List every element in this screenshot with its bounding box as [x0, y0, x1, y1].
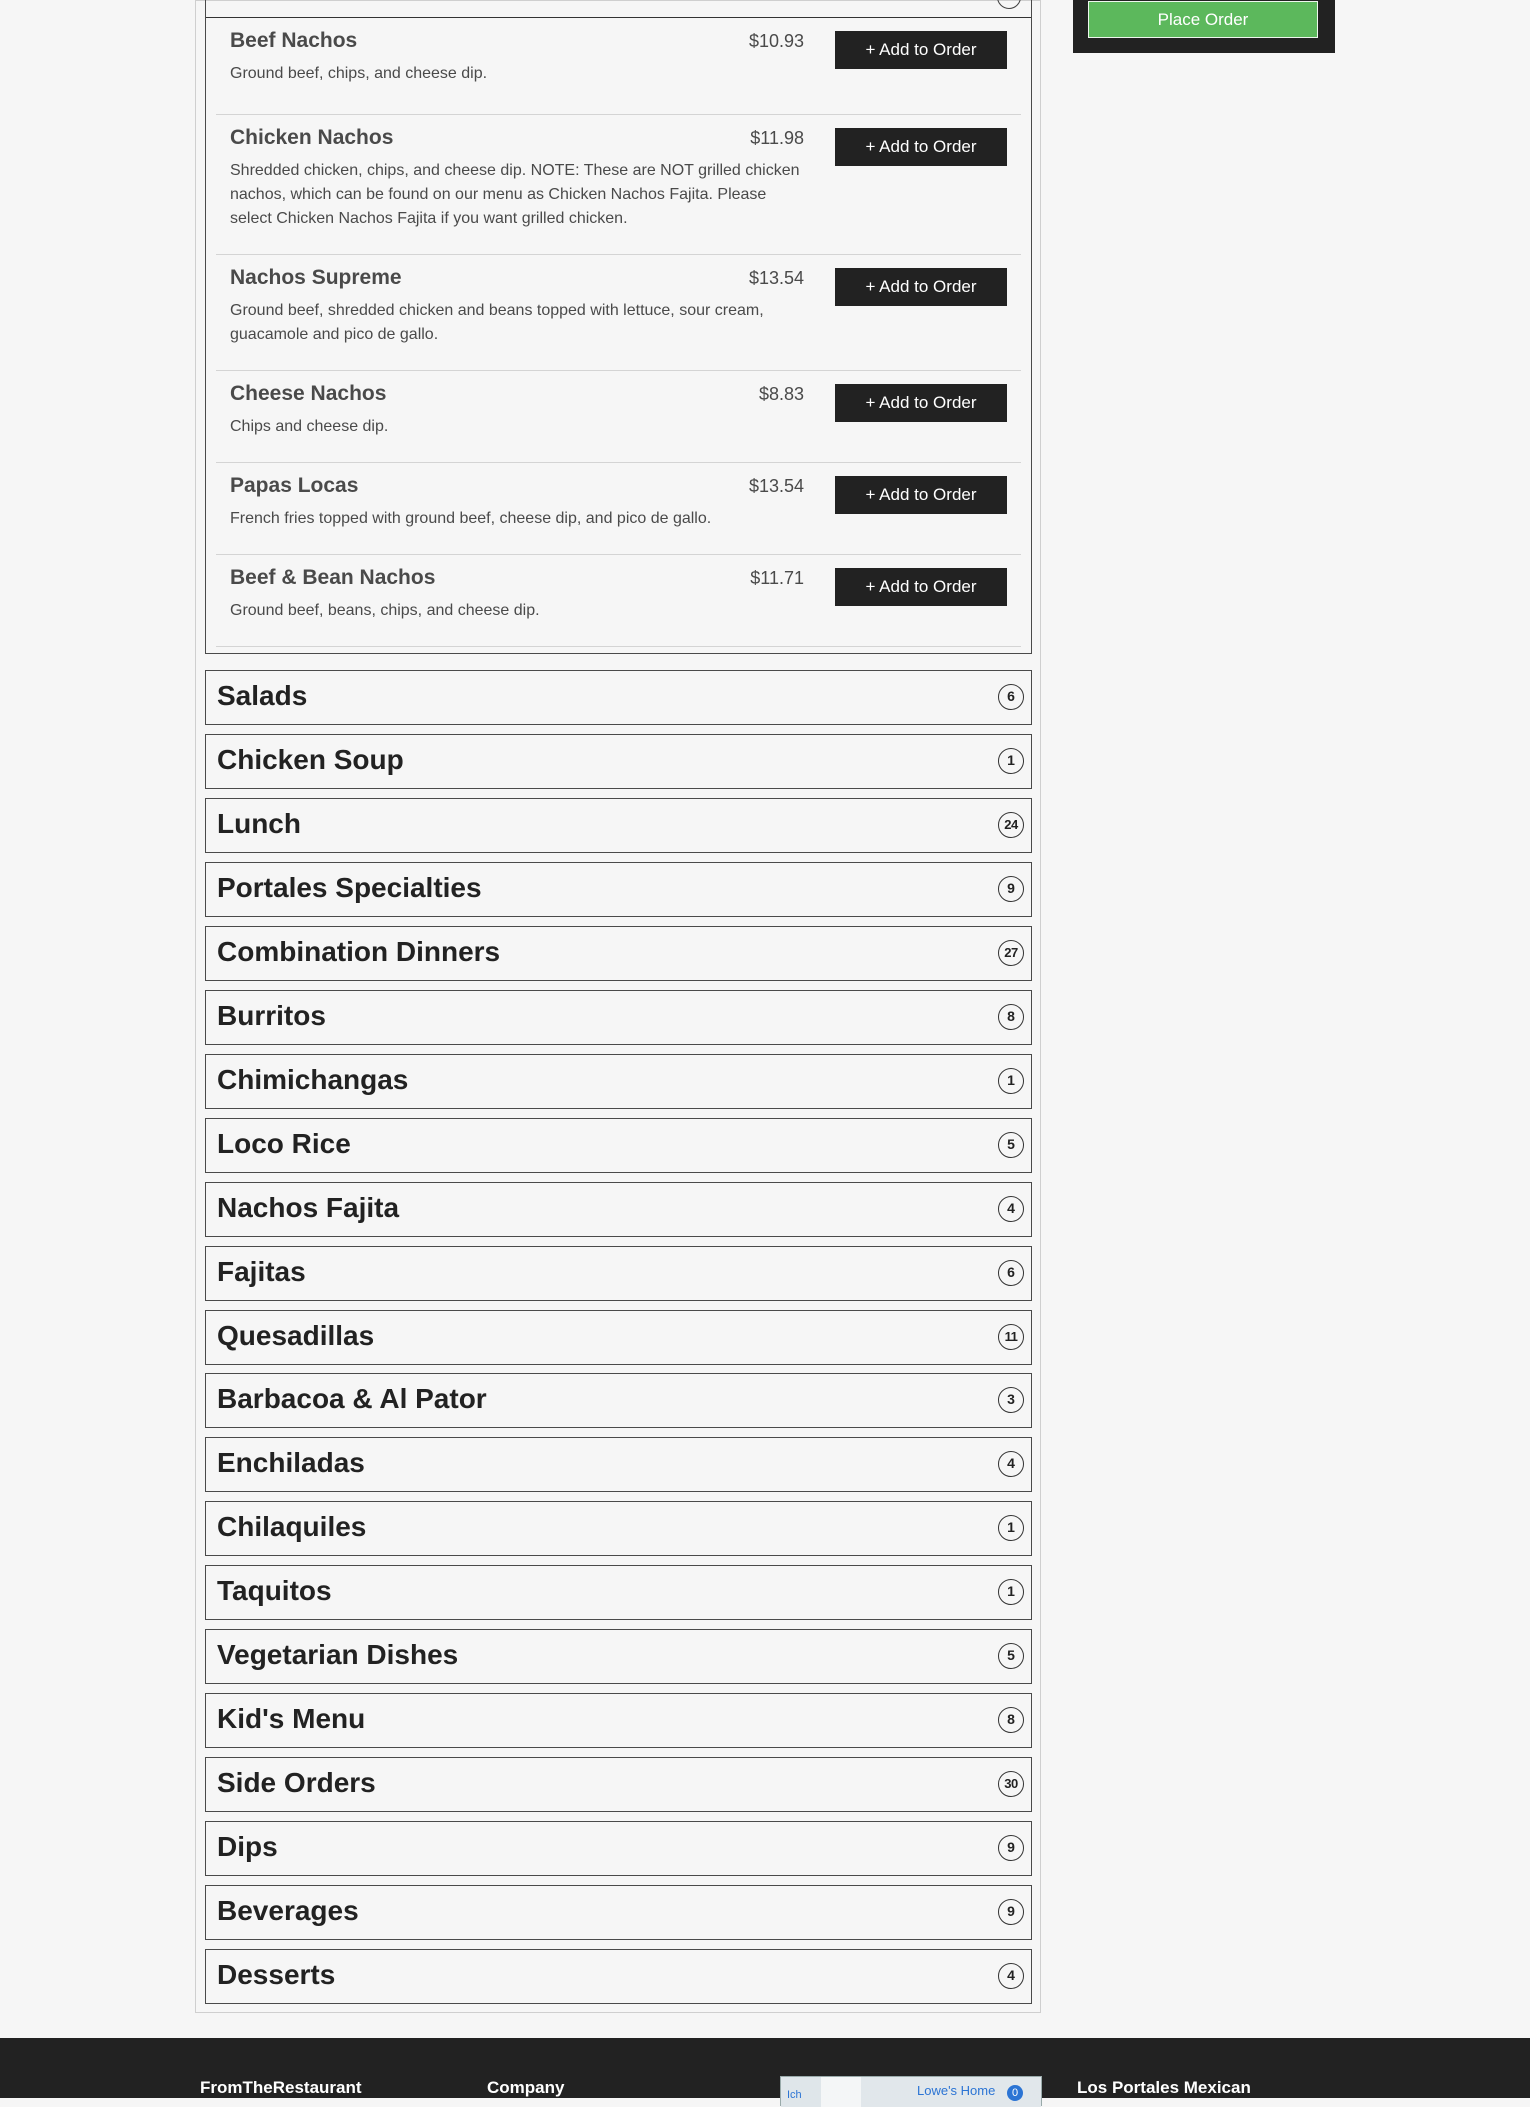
category-name: Chilaquiles	[217, 1511, 367, 1542]
item-name: Beef & Bean Nachos	[230, 566, 436, 589]
item-price: $10.93	[748, 31, 804, 51]
item-name: Nachos Supreme	[230, 266, 402, 289]
category-row[interactable]	[205, 990, 1032, 1045]
category-count-badge: 11	[998, 1324, 1024, 1350]
menu-item	[216, 463, 1021, 555]
category-count-badge: 4	[998, 1451, 1024, 1477]
category-row[interactable]	[205, 926, 1032, 981]
category-count-badge: 24	[998, 812, 1024, 838]
category-count-badge	[997, 0, 1021, 9]
menu-item	[216, 255, 1021, 371]
category-name: Enchiladas	[217, 1447, 365, 1478]
category-count-badge: 3	[998, 1387, 1024, 1413]
category-count-badge: 27	[998, 940, 1024, 966]
category-row[interactable]	[205, 798, 1032, 853]
category-row[interactable]	[205, 1565, 1032, 1620]
category-name: Barbacoa & Al Pator	[217, 1383, 487, 1414]
category-count-badge: 1	[998, 1579, 1024, 1605]
category-row[interactable]	[205, 1629, 1032, 1684]
map-background	[781, 2077, 1041, 2107]
add-to-order-button[interactable]: + Add to Order	[835, 31, 1007, 69]
category-count-badge: 5	[998, 1643, 1024, 1669]
category-count-badge: 4	[998, 1963, 1024, 1989]
category-row[interactable]	[205, 1501, 1032, 1556]
map-pin-icon: 0	[1007, 2085, 1023, 2101]
category-name: Kid's Menu	[217, 1703, 366, 1734]
category-name: Loco Rice	[217, 1128, 351, 1159]
footer-restaurant-title: Los Portales Mexican	[1077, 2078, 1251, 2097]
category-count-badge: 9	[998, 876, 1024, 902]
item-price: $13.54	[748, 268, 804, 288]
map-thumbnail[interactable]	[780, 2076, 1042, 2106]
category-name: Chicken Soup	[217, 744, 404, 775]
menu-item	[216, 115, 1021, 255]
item-name: Papas Locas	[230, 474, 359, 497]
menu-item	[216, 555, 1021, 647]
add-to-order-button[interactable]: + Add to Order	[835, 268, 1007, 306]
add-to-order-button[interactable]: + Add to Order	[835, 128, 1007, 166]
category-name: Lunch	[217, 808, 301, 839]
category-name: Side Orders	[217, 1767, 376, 1798]
category-name: Quesadillas	[217, 1320, 375, 1351]
menu-item	[216, 371, 1021, 463]
category-name: Fajitas	[217, 1256, 306, 1287]
category-name: Salads	[217, 680, 308, 711]
category-name: Dips	[217, 1831, 278, 1862]
category-count-badge: 6	[998, 1260, 1024, 1286]
category-row[interactable]	[205, 1885, 1032, 1940]
item-description: French fries topped with ground beef, cheese dip, and pico de gallo.	[230, 510, 712, 527]
category-name: Beverages	[217, 1895, 359, 1926]
category-row[interactable]	[205, 1310, 1032, 1365]
category-title	[224, 0, 280, 2]
place-order-button[interactable]: Place Order	[1088, 1, 1318, 38]
category-count-badge: 9	[998, 1835, 1024, 1861]
footer-company-title: Company	[487, 2078, 565, 2097]
category-row[interactable]	[205, 1373, 1032, 1428]
item-description: Chips and cheese dip.	[230, 418, 389, 435]
category-row[interactable]	[205, 734, 1032, 789]
category-row[interactable]	[205, 1054, 1032, 1109]
category-count-badge: 8	[998, 1707, 1024, 1733]
category-row[interactable]	[205, 1246, 1032, 1301]
category-row[interactable]	[205, 670, 1032, 725]
open-category-header[interactable]	[206, 0, 1031, 18]
item-description: Ground beef, chips, and cheese dip.	[230, 65, 488, 82]
item-price: $11.71	[750, 568, 804, 588]
category-count-badge: 9	[998, 1899, 1024, 1925]
category-name: Nachos Fajita	[217, 1192, 400, 1223]
category-row[interactable]	[205, 1757, 1032, 1812]
item-description: Shredded chicken, chips, and cheese dip. NOTE: These are NOT grilled chicken nachos, which can be found on our menu as Chicken Nachos Fajita. Please select Chicken Nachos Fajita if you want grilled chicken.	[230, 162, 800, 227]
category-name: Chimichangas	[217, 1064, 409, 1095]
add-to-order-button[interactable]: + Add to Order	[835, 384, 1007, 422]
open-category-appetizers	[205, 0, 1032, 654]
category-count-badge: 1	[998, 1068, 1024, 1094]
category-row[interactable]	[205, 1949, 1032, 2004]
order-panel	[1073, 0, 1335, 53]
category-count-badge: 30	[998, 1771, 1024, 1797]
item-name: Beef Nachos	[230, 29, 358, 52]
item-name: Chicken Nachos	[230, 126, 394, 149]
category-count-badge: 4	[998, 1196, 1024, 1222]
footer	[0, 2038, 1530, 2101]
item-description: Ground beef, shredded chicken and beans topped with lettuce, sour cream, guacamole and pico de gallo.	[230, 302, 764, 343]
footer-brand-title: FromTheRestaurant	[200, 2078, 362, 2097]
item-price: $11.98	[750, 128, 804, 148]
category-count-badge: 8	[998, 1004, 1024, 1030]
item-name: Cheese Nachos	[230, 382, 387, 405]
category-name: Burritos	[217, 1000, 326, 1031]
category-count-badge: 1	[998, 1515, 1024, 1541]
menu-item	[216, 18, 1021, 115]
category-name: Combination Dinners	[217, 936, 501, 967]
category-name: Desserts	[217, 1959, 336, 1990]
category-name: Portales Specialties	[217, 872, 482, 903]
category-row[interactable]	[205, 862, 1032, 917]
add-to-order-button[interactable]: + Add to Order	[835, 568, 1007, 606]
category-count-badge: 6	[998, 684, 1024, 710]
map-label-fragment: Ich	[787, 2089, 802, 2101]
category-name: Vegetarian Dishes	[217, 1639, 459, 1670]
category-row[interactable]	[205, 1182, 1032, 1237]
category-name: Taquitos	[217, 1575, 332, 1606]
category-row[interactable]	[205, 1821, 1032, 1876]
item-price: $8.83	[758, 384, 804, 404]
item-description: Ground beef, beans, chips, and cheese dip.	[230, 602, 540, 619]
item-price: $13.54	[748, 476, 804, 496]
add-to-order-button[interactable]: + Add to Order	[835, 476, 1007, 514]
category-count-badge: 1	[998, 748, 1024, 774]
category-row[interactable]	[205, 1693, 1032, 1748]
category-row[interactable]	[205, 1118, 1032, 1173]
map-place-label: Lowe's Home	[917, 2083, 996, 2098]
category-count-badge: 5	[998, 1132, 1024, 1158]
category-row[interactable]	[205, 1437, 1032, 1492]
